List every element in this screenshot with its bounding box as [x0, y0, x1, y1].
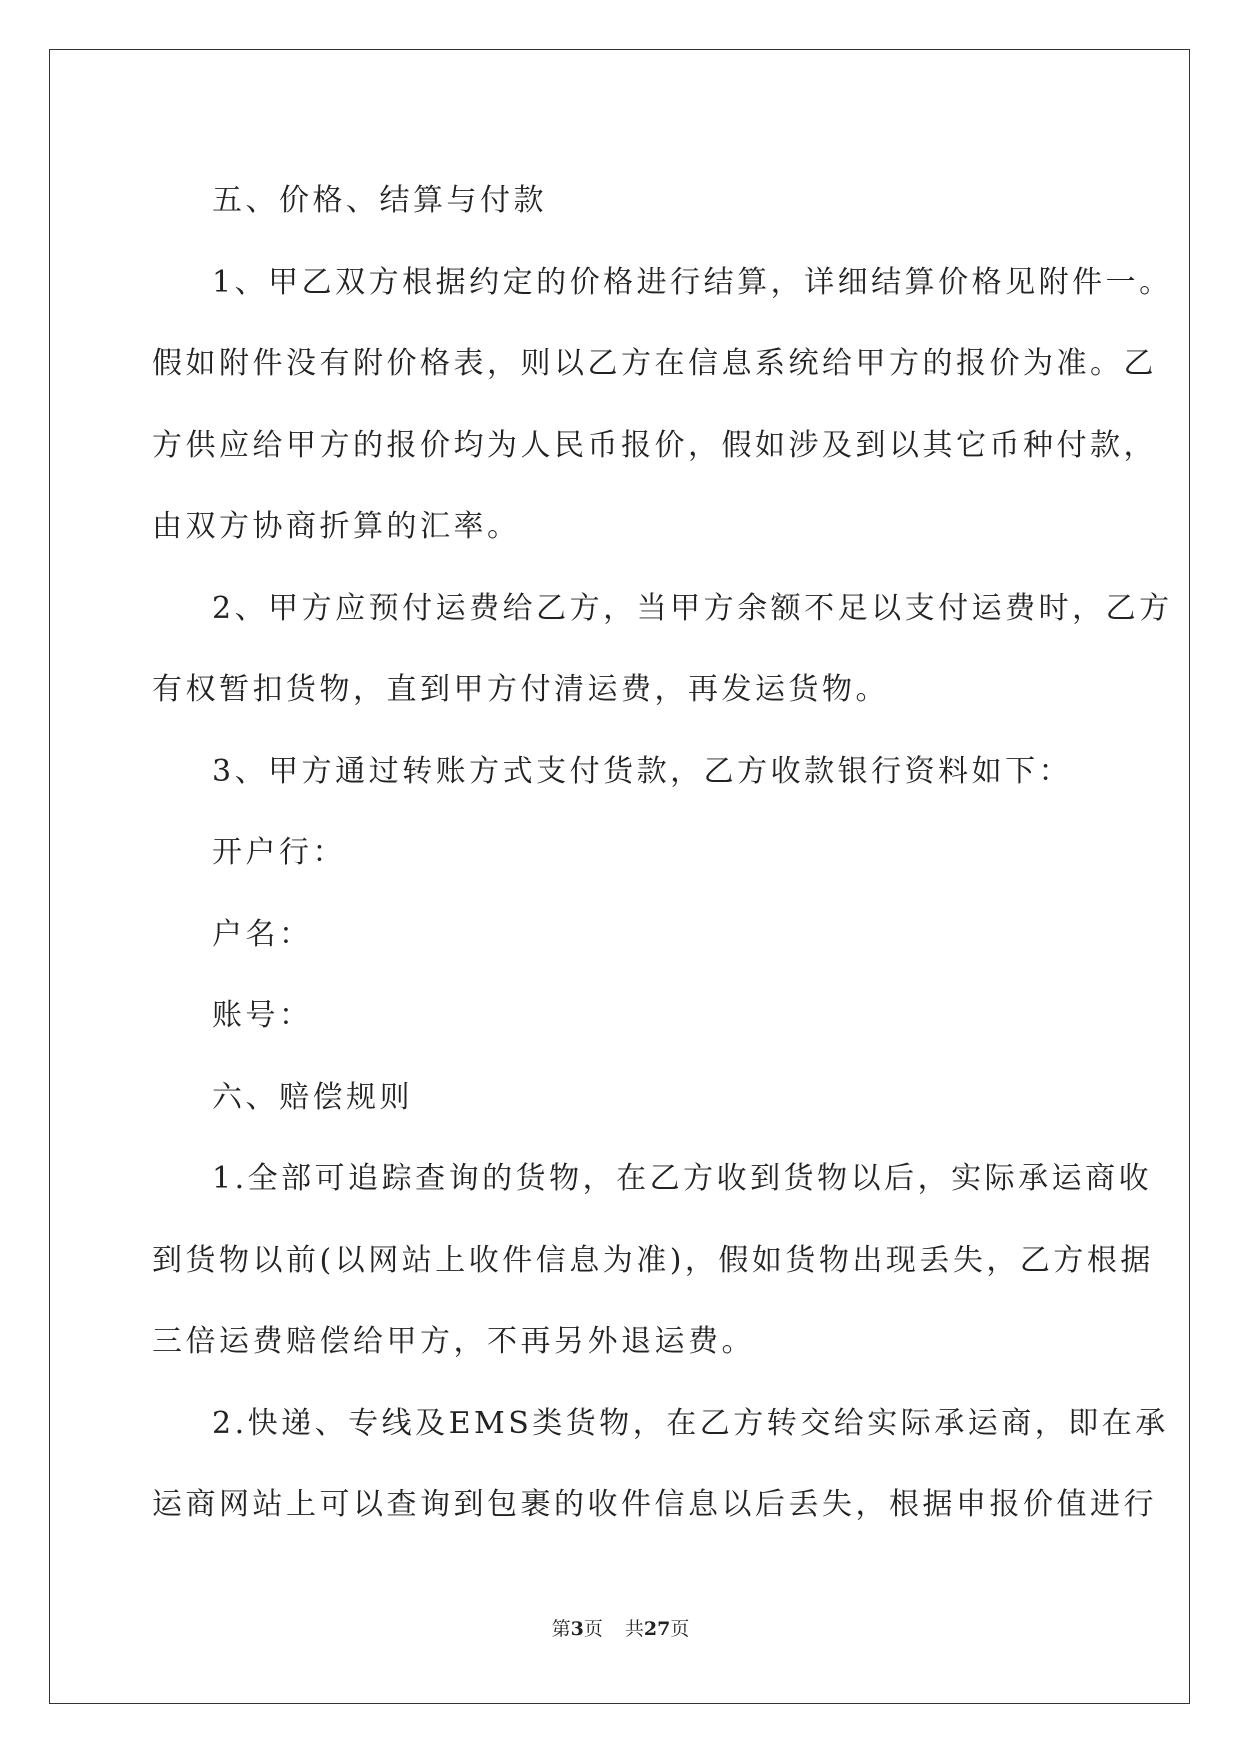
- total-prefix: 共: [624, 1618, 644, 1640]
- section-heading-compensation: 六、赔偿规则: [212, 1079, 413, 1115]
- page-prefix: 第: [551, 1618, 571, 1640]
- paragraph-line: 由双方协商折算的汇率。: [152, 509, 521, 544]
- paragraph-line: 到货物以前(以网站上收件信息为准)，假如货物出现丢失，乙方根据: [152, 1242, 1154, 1278]
- section-heading-pricing: 五、价格、结算与付款: [212, 183, 547, 218]
- paragraph-line: 假如附件没有附价格表，则以乙方在信息系统给甲方的报价为准。乙: [152, 346, 1157, 381]
- document-body: [152, 160, 1173, 1546]
- account-name-label: 户名：: [212, 916, 313, 952]
- paragraph-line: 3、甲方通过转账方式支付货款，乙方收款银行资料如下：: [212, 753, 1073, 789]
- paragraph-line: 2、甲方应预付运费给乙方，当甲方余额不足以支付运费时，乙方: [212, 590, 1173, 626]
- paragraph-line: 方供应给甲方的报价均为人民币报价，假如涉及到以其它币种付款，: [152, 427, 1157, 463]
- total-suffix: 页: [670, 1618, 690, 1640]
- total-pages: 27: [643, 1618, 671, 1640]
- page-number: 3: [570, 1618, 584, 1640]
- account-number-label: 账号：: [212, 998, 313, 1033]
- paragraph-line: 2.快递、专线及EMS类货物，在乙方转交给实际承运商，即在承: [212, 1405, 1169, 1441]
- paragraph-line: 三倍运费赔偿给甲方，不再另外退运费。: [152, 1324, 755, 1359]
- page-suffix: 页: [583, 1618, 603, 1640]
- paragraph-line: 有权暂扣货物，直到甲方付清运费，再发运货物。: [152, 672, 889, 707]
- page-footer: [0, 1614, 1241, 1641]
- bank-name-label: 开户行：: [212, 835, 346, 870]
- paragraph-line: 运商网站上可以查询到包裹的收件信息以后丢失，根据申报价值进行: [152, 1487, 1157, 1522]
- paragraph-line: 1.全部可追踪查询的货物，在乙方收到货物以后，实际承运商收: [212, 1161, 1153, 1196]
- paragraph-line: 1、甲乙双方根据约定的价格进行结算，详细结算价格见附件一。: [212, 264, 1173, 300]
